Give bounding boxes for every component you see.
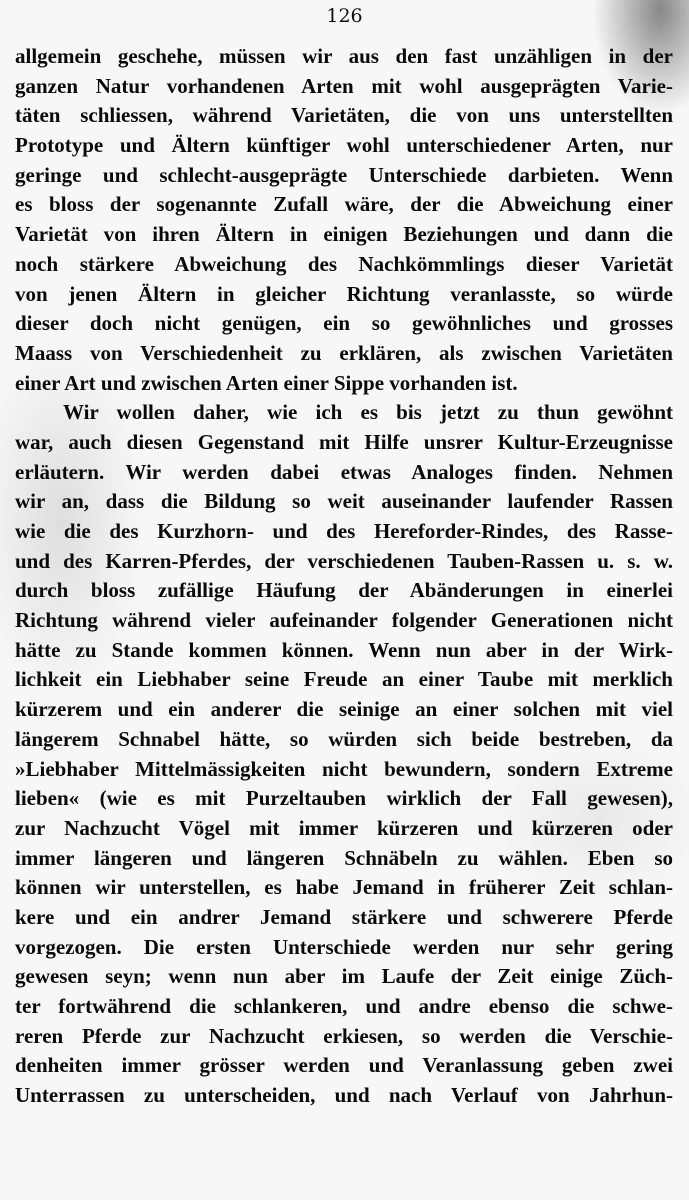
text-line: ter fortwährend die schlankeren, und andre ebenso die schwe- xyxy=(15,994,673,1018)
text-line: immer längeren und längeren Schnäbeln zu wählen. Eben so xyxy=(15,845,673,870)
text-line: noch stärkere Abweichung des Nachkömmlings dieser Varietät xyxy=(15,251,673,276)
text-line: es bloss der sogenannte Zufall wäre, der die Abweichung einer xyxy=(15,192,673,217)
text-line: reren Pferde zur Nachzucht erkiesen, so werden die Verschie- xyxy=(15,1023,673,1048)
page-number: 126 xyxy=(326,5,363,27)
text-line: lieben« (wie es mit Purzeltauben wirklich der Fall gewesen), xyxy=(15,786,673,811)
text-line: Maass von Verschiedenheit zu erklären, als zwischen Varietäten xyxy=(15,340,673,365)
text-line: hätte zu Stande kommen können. Wenn nun aber in der Wirk- xyxy=(15,637,673,662)
text-line: Varietät von ihren Ältern in einigen Beziehungen und dann die xyxy=(15,222,673,247)
text-line: Wir wollen daher, wie ich es bis jetzt zu thun gewöhnt xyxy=(63,400,673,425)
text-line: Richtung während vieler aufeinander folgender Generationen nicht xyxy=(15,608,673,633)
text-line: »Liebhaber Mittelmässigkeiten nicht bewundern, sondern Extreme xyxy=(15,756,673,781)
text-line: täten schliessen, während Varietäten, die von uns unterstellten xyxy=(15,103,673,128)
text-line: ganzen Natur vorhandenen Arten mit wohl ausgeprägten Varie- xyxy=(15,73,673,98)
text-line: allgemein geschehe, müssen wir aus den fast unzähligen in der xyxy=(15,44,673,68)
text-line: lichkeit ein Liebhaber seine Freude an einer Taube mit merklich xyxy=(15,667,673,692)
text-line: geringe und schlecht-ausgeprägte Unterschiede darbieten. Wenn xyxy=(15,162,673,187)
text-line: war, auch diesen Gegenstand mit Hilfe unsrer Kultur-Erzeugnisse xyxy=(15,429,673,454)
text-line: durch bloss zufällige Häufung der Abänderungen in einerlei xyxy=(15,578,673,603)
text-line: zur Nachzucht Vögel mit immer kürzeren und kürzeren oder xyxy=(15,815,673,840)
text-line: denheiten immer grösser werden und Veranlassung geben zwei xyxy=(15,1053,673,1078)
text-line: wie die des Kurzhorn- und des Hereforder-Rindes, des Rasse- xyxy=(15,519,673,543)
text-line: und des Karren-Pferdes, der verschiedenen Tauben-Rassen u. s. w. xyxy=(15,548,673,573)
text-line: dieser doch nicht genügen, ein so gewöhnliches und grosses xyxy=(15,311,673,336)
text-line: kere und ein andrer Jemand stärkere und schwerere Pferde xyxy=(15,904,673,929)
text-line: erläutern. Wir werden dabei etwas Analoges finden. Nehmen xyxy=(15,459,673,484)
text-line: einer Art und zwischen Arten einer Sippe vorhanden ist. xyxy=(15,370,518,395)
text-line: gewesen seyn; wenn nun aber im Laufe der Zeit einige Züch- xyxy=(15,964,673,989)
text-line: kürzerem und ein anderer die seinige an einer solchen mit viel xyxy=(15,697,673,722)
text-line: können wir unterstellen, es habe Jemand in früherer Zeit schlan- xyxy=(15,875,673,900)
text-line: längerem Schnabel hätte, so würden sich beide bestreben, da xyxy=(15,726,673,751)
text-line: wir an, dass die Bildung so weit auseinander laufender Rassen xyxy=(15,489,673,514)
text-line: Unterrassen zu unterscheiden, und nach Verlauf von Jahrhun- xyxy=(15,1083,673,1108)
text-line: von jenen Ältern in gleicher Richtung veranlasste, so würde xyxy=(15,281,673,306)
text-line: vorgezogen. Die ersten Unterschiede werden nur sehr gering xyxy=(15,934,673,959)
body-text xyxy=(15,42,673,1111)
text-line: Prototype und Ältern künftiger wohl unterschiedener Arten, nur xyxy=(15,133,673,158)
